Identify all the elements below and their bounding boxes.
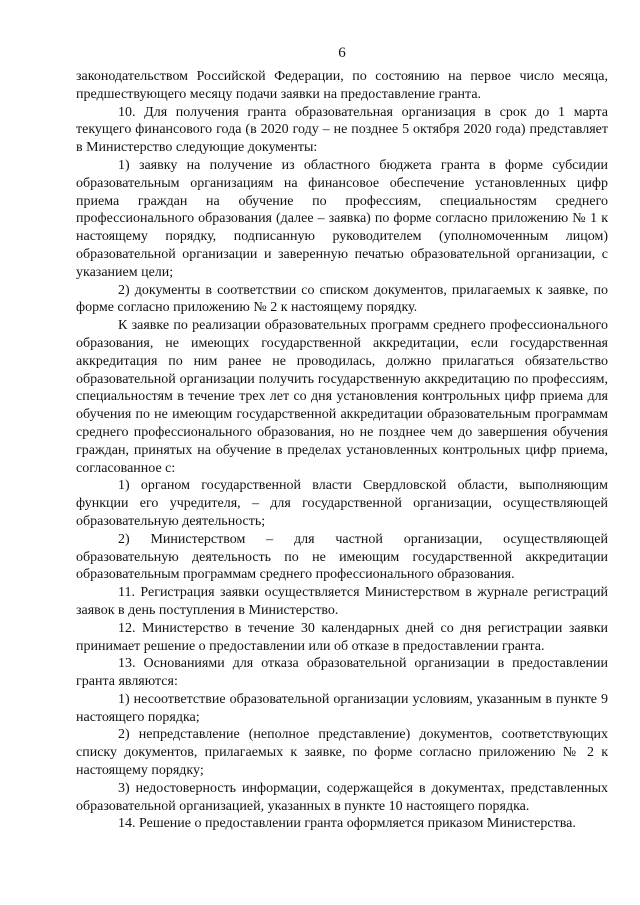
paragraph-subitem-10-2: 2) документы в соответствии со списком документов, прилагаемых к заявке, по форме согласно приложению № 2 к настоящему порядку. — [76, 282, 608, 316]
paragraph-item-10: 10. Для получения гранта образовательная организация в срок до 1 марта текущего финансового года (в 2020 году – не позднее 5 октября 2020 года) представляет в Министерство следующие документы: — [76, 104, 608, 156]
paragraph-subitem-13-3: 3) недостоверность информации, содержащейся в документах, представленных образовательной организацией, указанных в пункте 10 настоящего порядка. — [76, 780, 608, 814]
paragraph-subitem-10-1: 1) заявку на получение из областного бюджета гранта в форме субсидии образовательным организациям на финансовое обеспечение установленных цифр приема граждан на обучение по профессиям, специальностям среднего профессионального образования (далее – заявка) по форме согласно приложению № 1 к настоящему порядку, подписанную руководителем (уполномоченным лицом) образовательной организации и заверенную печатью образовательной организации, с указанием цели; — [76, 157, 608, 280]
paragraph-item-11: 11. Регистрация заявки осуществляется Министерством в журнале регистраций заявок в день поступления в Министерство. — [76, 585, 608, 618]
document-body — [76, 68, 608, 833]
paragraph-accreditation-1: 1) органом государственной власти Свердловской области, выполняющим функции его учредителя, – для государственной организации, осуществляющей образовательную деятельность; — [76, 478, 608, 529]
paragraph-subitem-13-1: 1) несоответствие образовательной организации условиям, указанным в пункте 9 настоящего порядка; — [76, 691, 608, 725]
paragraph-item-14: 14. Решение о предоставлении гранта оформляется приказом Министерства. — [118, 816, 576, 832]
paragraph-subitem-13-2: 2) непредставление (неполное представление) документов, соответствующих списку документов, прилагаемых к заявке, по форме согласно приложению № 2 к настоящему порядку; — [76, 727, 608, 779]
paragraph-item-13: 13. Основаниями для отказа образовательной организации в предоставлении гранта являются: — [76, 656, 608, 690]
paragraph-item-12: 12. Министерство в течение 30 календарных дней со дня регистрации заявки принимает решение о предоставлении или об отказе в предоставлении гранта. — [76, 620, 608, 654]
page-number: 6 — [338, 45, 346, 61]
paragraph-accreditation-2: 2) Министерством – для частной организации, осуществляющей образовательную деятельность по не имеющим государственной аккредитации образовательным программам среднего профессионального образования. — [76, 531, 608, 583]
paragraph-continuation: законодательством Российской Федерации, по состоянию на первое число месяца, предшествующего месяцу подачи заявки на предоставление гранта. — [76, 69, 608, 102]
paragraph-accreditation: К заявке по реализации образовательных программ среднего профессионального образования, не имеющих государственной аккредитации, если государственная аккредитация по ним ранее не проводилась, должно прилагаться обязательство образовательной организации получить государственную аккредитацию по профессиям, специальностям в течение трех лет со дня установления контрольных цифр приема для обучения по не имеющим государственной аккредитации образовательным программам среднего профессионального образования, но не позднее чем до завершения обучения граждан, принятых на обучение в пределах установленных контрольных цифр приема, согласованное с: — [76, 318, 608, 476]
